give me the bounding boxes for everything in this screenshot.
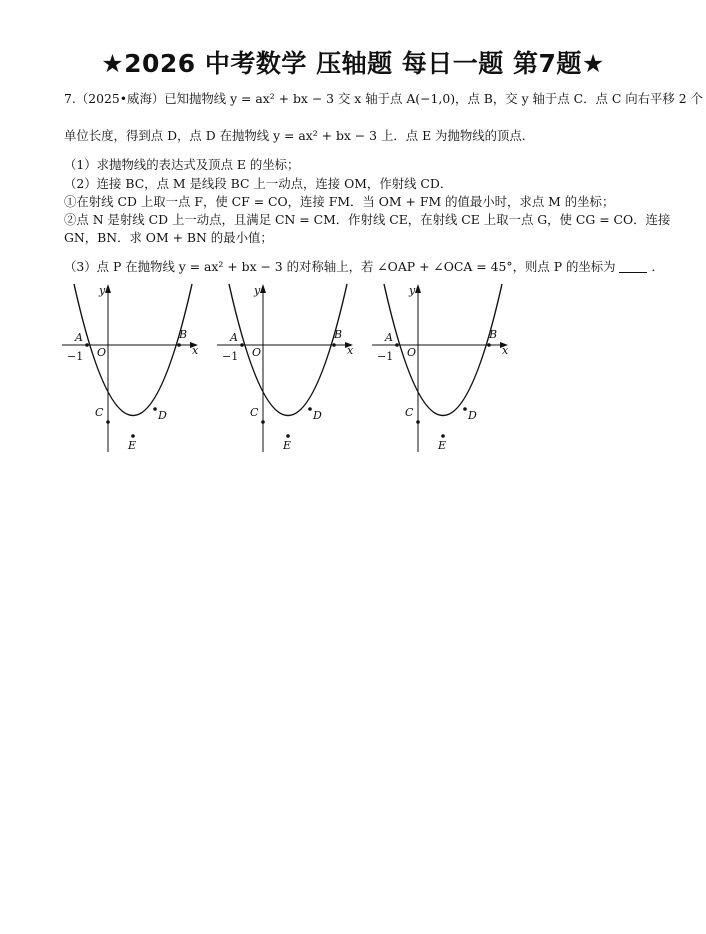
label-b: B [489,328,498,341]
label-x: x [347,344,354,357]
label-a: A [230,331,238,344]
y-axis-arrow-icon [260,284,266,293]
label-e: E [438,439,447,452]
parabola-curve [229,284,347,416]
answer-blank [619,260,647,273]
parabola-graph-2 [217,282,353,452]
label-a: A [385,331,393,344]
label-d: D [313,409,322,422]
problem-line-1: 7.（2025•威海）已知抛物线 y = ax² + bx − 3 交 x 轴于点 A(−1,0)，点 B，交 y 轴于点 C．点 C 向右平移 2 个 [64,91,703,106]
problem-line-2: 单位长度，得到点 D，点 D 在抛物线 y = ax² + bx − 3 上．点 E 为抛物线的顶点． [64,128,535,143]
point-c [261,420,265,424]
question-part-3 [64,258,664,276]
parabola-figure-3 [372,282,508,452]
parabola-curve [74,284,192,416]
parabola-graph-1 [62,282,198,452]
question-part-2: （2）连接 BC，点 M 是线段 BC 上一动点，连接 OM，作射线 CD． [64,176,453,191]
label-y: y [99,284,106,297]
label-a: A [75,331,83,344]
point-d [308,407,312,411]
point-d [153,407,157,411]
label-b: B [334,328,343,341]
label-e: E [283,439,292,452]
question-part-1: （1）求抛物线的表达式及顶点 E 的坐标； [64,157,300,172]
label-y: y [409,284,416,297]
point-e [441,434,445,438]
parabola-figure-1 [62,282,198,452]
label-c: C [405,406,414,419]
label-d: D [468,409,477,422]
point-d [463,407,467,411]
point-a [85,343,89,347]
point-b [177,343,181,347]
label-x: x [502,344,509,357]
y-axis-arrow-icon [105,284,111,293]
label-x: x [192,344,199,357]
question-part-3-end: ． [651,259,664,274]
question-part-2-2a: ②点 N 是射线 CD 上一动点，且满足 CN = CM．作射线 CE，在射线 CE 上取一点 G，使 CG = CO．连接 [64,212,671,227]
label-e: E [128,439,137,452]
label-c: C [250,406,259,419]
label-d: D [158,409,167,422]
point-c [106,420,110,424]
label-y: y [254,284,261,297]
page-title: ★2026 中考数学 压轴题 每日一题 第7题★ [101,49,605,78]
point-a [395,343,399,347]
question-part-3-text: （3）点 P 在抛物线 y = ax² + bx − 3 的对称轴上，若 ∠OAP + ∠OCA = 45°，则点 P 的坐标为 [64,259,616,274]
point-c [416,420,420,424]
point-e [286,434,290,438]
label-o: O [252,346,262,359]
parabola-curve [384,284,502,416]
label-c: C [95,406,104,419]
parabola-figure-2 [217,282,353,452]
point-b [487,343,491,347]
label-o: O [97,346,107,359]
label-minus-one: −1 [222,350,239,363]
question-part-2-1: ①在射线 CD 上取一点 F，使 CF = CO，连接 FM．当 OM + FM 的值最小时，求点 M 的坐标； [64,194,615,209]
label-minus-one: −1 [377,350,394,363]
parabola-graph-3 [372,282,508,452]
label-b: B [179,328,188,341]
point-b [332,343,336,347]
label-minus-one: −1 [67,350,84,363]
question-part-2-2b: GN，BN．求 OM + BN 的最小值； [64,230,273,245]
point-a [240,343,244,347]
label-o: O [407,346,417,359]
point-e [131,434,135,438]
y-axis-arrow-icon [415,284,421,293]
